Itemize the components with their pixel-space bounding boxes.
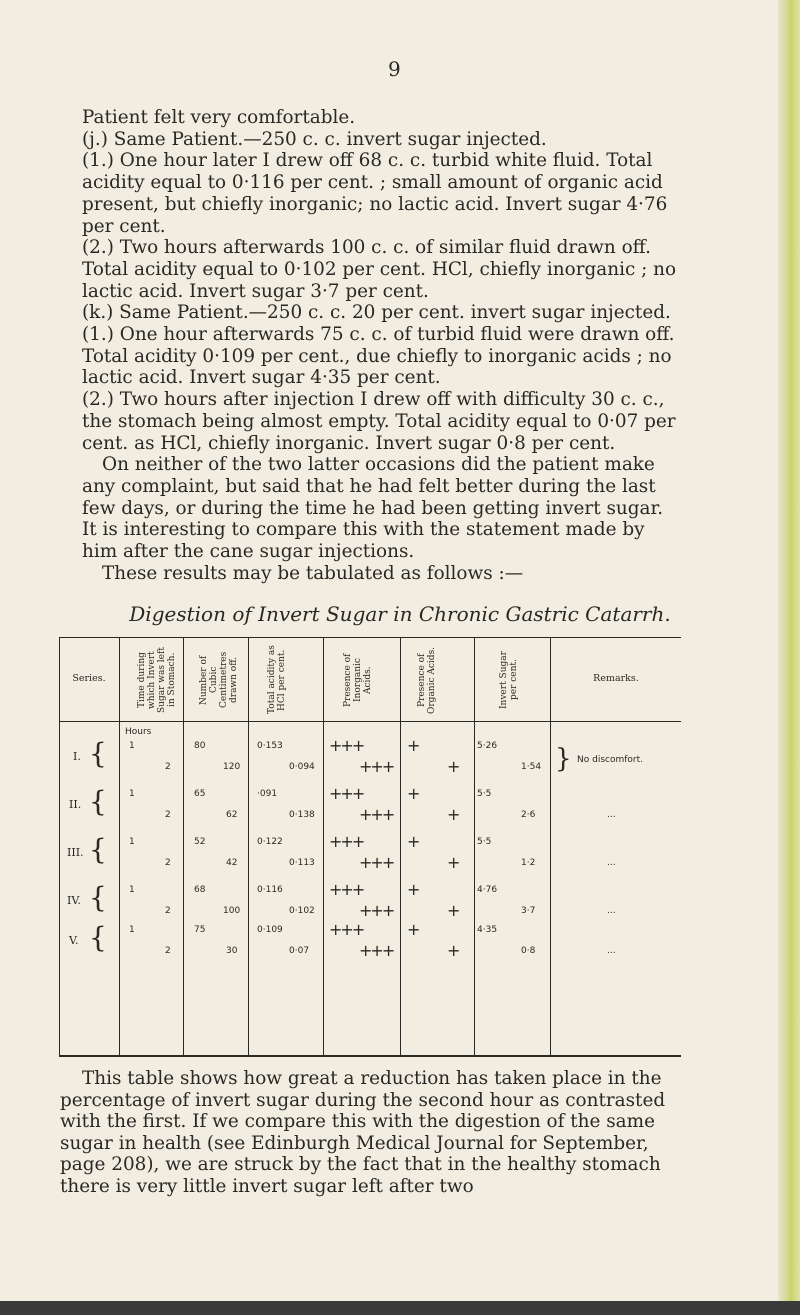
series-label: III. [67, 846, 84, 859]
hour-cell: 2 [165, 906, 171, 916]
table-caption: Digestion of Invert Sugar in Chronic Gastric Catarrh. [129, 602, 671, 626]
sugar-cell: 1·54 [521, 762, 542, 772]
hour-cell: 1 [129, 837, 135, 847]
cc-cell: 100 [223, 906, 241, 916]
organic-cell: + [407, 880, 419, 899]
paragraph: (1.) One hour later I drew off 68 c. c. turbid white fluid. Total acidity equal to 0·116 per cent. ; small amount of organic acid present, but chiefly inorganic; no lactic acid. Invert sugar 4·76 per cent. [82, 150, 668, 237]
brace-icon: { [89, 881, 107, 914]
paragraph: This table shows how great a reduction has taken place in the percentage of invert sugar during the second hour as contrasted with the first. If we compare this with the digestion of the same sugar in health (see Edinburgh Medical Journal for September, page 208), we are struck by the fact that in the healthy stomach there is very little invert sugar left after two [60, 1068, 666, 1197]
organic-cell: + [407, 736, 419, 755]
organic-cell: + [447, 901, 459, 920]
scan-bottom-edge [0, 1301, 800, 1315]
column-rule [248, 637, 249, 1057]
sugar-cell: 3·7 [521, 906, 536, 916]
body-text [82, 107, 682, 584]
inorganic-cell: +++ [329, 832, 364, 851]
hour-cell: 1 [129, 885, 135, 895]
cc-cell: 68 [194, 885, 206, 895]
inorganic-cell: +++ [329, 920, 364, 939]
acidity-cell: 0·138 [289, 810, 315, 820]
header-sugar: Invert Sugar per cent. [499, 651, 519, 709]
sugar-cell: 5·26 [477, 741, 498, 751]
brace-icon: { [89, 737, 107, 770]
header-series: Series. [72, 673, 106, 684]
inorganic-cell: +++ [329, 736, 364, 755]
column-rule [400, 637, 401, 1057]
acidity-cell: 0·153 [257, 741, 283, 751]
header-remarks: Remarks. [593, 673, 639, 684]
page-number: 9 [388, 57, 401, 81]
hour-cell: 2 [165, 762, 171, 772]
acidity-cell: 0·094 [289, 762, 315, 772]
paragraph: (k.) Same Patient.—250 c. c. 20 per cent. invert sugar injected. [82, 302, 671, 324]
sugar-cell: 5·5 [477, 789, 492, 799]
page-edge [778, 0, 800, 1315]
cc-cell: 30 [226, 946, 238, 956]
paragraph: (2.) Two hours after injection I drew off with difficulty 30 c. c., the stomach being almost empty. Total acidity equal to 0·07 per cent. as HCl, chiefly inorganic. Invert sugar 0·8 per cent. [82, 389, 676, 454]
organic-cell: + [407, 920, 419, 939]
column-rule [474, 637, 475, 1057]
column-rule [323, 637, 324, 1057]
hour-cell: 1 [129, 925, 135, 935]
header-inorganic: Presence of Inorganic Acids. [343, 653, 373, 707]
column-rule [550, 637, 551, 1057]
brace-icon: } [555, 744, 572, 774]
acidity-cell: 0·07 [289, 946, 310, 956]
inorganic-cell: +++ [329, 784, 364, 803]
column-rule [119, 637, 120, 1057]
acidity-cell: 0·116 [257, 885, 283, 895]
table-bottom-rule [59, 1055, 681, 1057]
hour-cell: 2 [165, 946, 171, 956]
remark-ellipsis: ... [607, 906, 616, 916]
series-label: IV. [67, 894, 81, 907]
results-table [59, 637, 681, 1058]
acidity-cell: 0·102 [289, 906, 315, 916]
table-top-rule [59, 637, 681, 638]
inorganic-cell: +++ [359, 901, 394, 920]
hour-cell: 1 [129, 789, 135, 799]
cc-cell: 42 [226, 858, 238, 868]
hours-label: Hours [125, 727, 152, 737]
organic-cell: + [407, 784, 419, 803]
remark-ellipsis: ... [607, 858, 616, 868]
series-label: V. [69, 934, 79, 947]
cc-cell: 75 [194, 925, 206, 935]
closing-paragraph [60, 1068, 684, 1198]
organic-cell: + [447, 805, 459, 824]
paragraph: Patient felt very comfortable. [82, 107, 356, 128]
sugar-cell: 4·35 [477, 925, 498, 935]
organic-cell: + [447, 941, 459, 960]
sugar-cell: 2·6 [521, 810, 536, 820]
sugar-cell: 5·5 [477, 837, 492, 847]
paragraph: (2.) Two hours afterwards 100 c. c. of similar fluid drawn off. Total acidity equal to 0·102 per cent. HCl, chiefly inorganic ; no lactic acid. Invert sugar 3·7 per cent. [82, 237, 677, 302]
cc-cell: 80 [194, 741, 206, 751]
remark-ellipsis: ... [607, 946, 616, 956]
remark-ellipsis: ... [607, 810, 616, 820]
cc-cell: 120 [223, 762, 241, 772]
brace-icon: { [89, 833, 107, 866]
hour-cell: 2 [165, 858, 171, 868]
sugar-cell: 0·8 [521, 946, 536, 956]
inorganic-cell: +++ [359, 853, 394, 872]
paragraph: On neither of the two latter occasions did the patient make any complaint, but said that he had felt better during the last few days, or during the time he had been getting invert sugar. It is interesting to compare this with the statement made by him after the cane sugar injections. [82, 454, 664, 563]
acidity-cell: 0·122 [257, 837, 283, 847]
cc-cell: 62 [226, 810, 238, 820]
table-header-rule [59, 721, 681, 722]
inorganic-cell: +++ [359, 757, 394, 776]
acidity-cell: ·091 [257, 789, 278, 799]
header-time: Time during which Invert Sugar was left in Stomach. [137, 647, 177, 713]
series-label: II. [69, 798, 82, 811]
table-left-rule [59, 637, 60, 1057]
brace-icon: { [89, 785, 107, 818]
paragraph: (j.) Same Patient.—250 c. c. invert sugar injected. [82, 128, 547, 150]
header-organic: Presence of Organic Acids. [417, 646, 437, 714]
header-cc: Number of Cubic Centimetres drawn off. [199, 651, 239, 709]
cc-cell: 52 [194, 837, 206, 847]
brace-icon: { [89, 921, 107, 954]
inorganic-cell: +++ [359, 805, 394, 824]
inorganic-cell: +++ [359, 941, 394, 960]
hour-cell: 1 [129, 741, 135, 751]
header-acidity: Total acidity as HCl per cent. [267, 645, 287, 715]
remark-cell: No discomfort. [577, 755, 643, 765]
series-label: I. [73, 750, 81, 763]
paragraph: These results may be tabulated as follows :— [102, 562, 524, 584]
organic-cell: + [407, 832, 419, 851]
inorganic-cell: +++ [329, 880, 364, 899]
organic-cell: + [447, 757, 459, 776]
hour-cell: 2 [165, 810, 171, 820]
cc-cell: 65 [194, 789, 206, 799]
sugar-cell: 4·76 [477, 885, 498, 895]
acidity-cell: 0·109 [257, 925, 283, 935]
organic-cell: + [447, 853, 459, 872]
paragraph: (1.) One hour afterwards 75 c. c. of turbid fluid were drawn off. Total acidity 0·109 per cent., due chiefly to inorganic acids ; no lactic acid. Invert sugar 4·35 per cent. [82, 324, 675, 389]
sugar-cell: 1·2 [521, 858, 536, 868]
column-rule [183, 637, 184, 1057]
acidity-cell: 0·113 [289, 858, 315, 868]
